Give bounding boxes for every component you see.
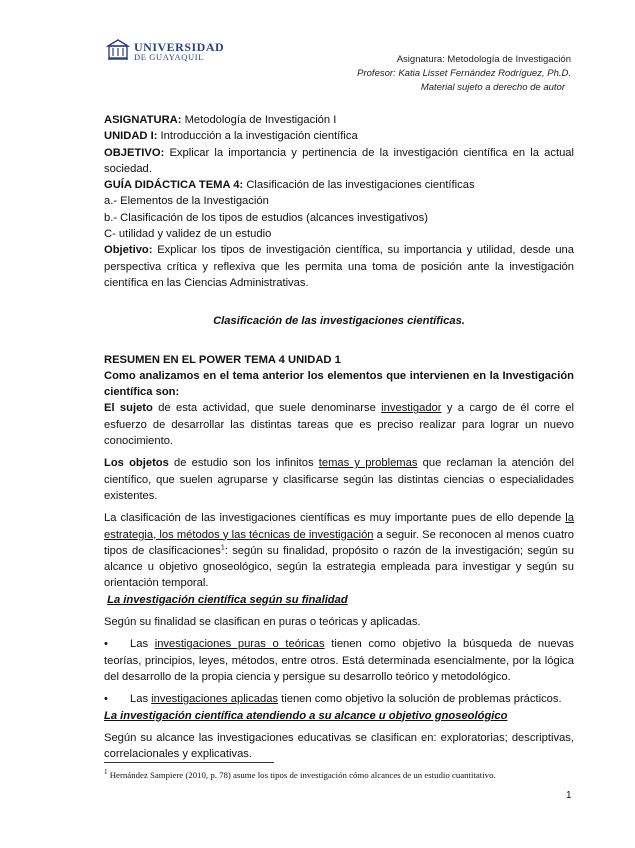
university-logo — [106, 38, 225, 64]
objetos-text-2: que reclaman la atención del científico, que suelen agruparse y clasificarse según las distintas ciencias o especialidades existentes. — [104, 457, 574, 502]
logo-line-2: DE GUAYAQUIL — [134, 52, 204, 62]
guia-label: GUÍA DIDÁCTICA TEMA 4: — [104, 179, 244, 192]
header-subject: Asignatura: Metodología de Investigación — [396, 54, 571, 65]
section-title: Clasificación de las investigaciones científicas. — [213, 315, 465, 328]
asignatura-value: Metodología de Investigación I — [181, 114, 337, 126]
page-number: 1 — [566, 790, 572, 801]
guia-value: Clasificación de las investigaciones científicas — [243, 179, 475, 192]
alcance-heading-text: La investigación científica atendiendo a su alcance u objetivo gnoseológico — [104, 709, 508, 722]
footnote-ref: 1 — [220, 544, 225, 552]
bullet-icon: • — [104, 693, 108, 706]
unidad-line — [104, 128, 574, 144]
finalidad-intro: Según su finalidad se clasifican en puras o teóricas y aplicadas. — [104, 616, 421, 629]
alcance-text: Según su alcance las investigaciones educativas se clasifican en: exploratorias; descriptivas, correlacionales y explicativas. — [104, 731, 574, 761]
clasificacion-link: la estrategia, los métodos y las técnicas de investigación — [104, 512, 574, 541]
asignatura-label: ASIGNATURA: — [104, 114, 182, 126]
unidad-label: UNIDAD I: — [104, 130, 158, 143]
footnote — [104, 770, 496, 780]
intro-question-text: Como analizamos en el tema anterior los elementos que intervienen en la Investigación científica son: — [104, 369, 574, 399]
alcance-heading — [104, 708, 574, 724]
objetivo2-label: Objetivo: — [104, 244, 153, 257]
objetivo2-paragraph — [104, 242, 574, 291]
unidad-value: Introducción a la investigación científica — [157, 130, 358, 143]
header-professor: Profesor: Katia Lisset Fernández Rodríguez, Ph.D. — [357, 68, 571, 79]
logo-line-1: UNIVERSIDAD — [134, 40, 225, 54]
guia-line — [104, 177, 574, 193]
footnote-text: Hernández Sampiere (2010, p. 78) asume los tipos de investigación cómo alcances de un estudio cuantitativo. — [107, 770, 496, 780]
clasificacion-text-2: a seguir. Se reconocen al menos cuatro tipos de clasificaciones — [104, 528, 575, 557]
intro-question — [104, 368, 574, 401]
objetivo-line — [104, 145, 574, 178]
footnote-number: 1 — [104, 768, 108, 777]
clasificacion-paragraph — [104, 510, 574, 591]
objetos-text-1: de estudio son los infinitos — [168, 457, 319, 470]
resumen-title — [104, 352, 574, 368]
item-a: a.- Elementos de la Investigación — [104, 195, 269, 208]
b1-pre: Las — [130, 638, 155, 651]
objetos-link: temas y problemas — [318, 457, 418, 470]
b2-pre: Las — [130, 693, 152, 706]
objetivo-value: Explicar la importancia y pertinencia de la investigación científica en la actual sociedad. — [104, 146, 574, 175]
sujeto-text-2: y a cargo de él corre el esfuerzo de desarrollar las distintas tareas que es preciso realizar para lograr un nuevo conocimiento. — [104, 402, 575, 448]
b2-post: tienen como objetivo la solución de problemas prácticos. — [278, 693, 562, 706]
objetos-label: Los objetos — [104, 457, 169, 470]
bullet-icon: • — [104, 638, 108, 651]
objetivo-label: OBJETIVO: — [104, 146, 165, 159]
sujeto-text-1: de esta actividad, que suele denominarse — [152, 402, 382, 415]
b2-link: investigaciones aplicadas — [151, 693, 279, 706]
asignatura-line — [104, 112, 574, 128]
university-crest-icon — [106, 38, 130, 62]
list-item — [104, 691, 574, 707]
finalidad-heading — [104, 592, 574, 608]
b1-post: tienen como objetivo la búsqueda de nuevas teorías, principios, leyes, métodos, entre otros. Está determinada esencialmente, por la lógica del desarrollo de la propia ciencia y persigue su desarrollo teórico y metodológico. — [104, 638, 574, 683]
clasificacion-text-1: La clasificación de las investigaciones científicas es muy importante pues de ello depende — [104, 512, 566, 525]
sujeto-paragraph — [104, 400, 574, 449]
finalidad-heading-text: La investigación científica según su finalidad — [107, 593, 348, 606]
objetivo2-value: Explicar los tipos de investigación científica, su importancia y utilidad, desde una perspectiva crítica y reflexiva que les permita una toma de posición ante la investigación científica en las Ciencias Administrativas. — [104, 244, 574, 289]
document-body — [104, 112, 574, 762]
footnote-divider — [104, 762, 274, 763]
item-b: b.- Clasificación de los tipos de estudios (alcances investigativos) — [104, 211, 428, 224]
header-copyright: Material sujeto a derecho de autor — [420, 82, 565, 93]
resumen-title-text: RESUMEN EN EL POWER TEMA 4 UNIDAD 1 — [104, 353, 341, 366]
clasificacion-text-3: : según su finalidad, propósito o razón de la investigación; según su alcance u objetivo gnoseológico, según la estrategia empleada para investigar y según su orientación temporal. — [104, 544, 575, 590]
item-c: C- utilidad y validez de un estudio — [104, 228, 272, 241]
sujeto-link: investigador — [381, 402, 442, 415]
b1-link: investigaciones puras o teóricas — [154, 638, 325, 651]
sujeto-label: El sujeto — [104, 402, 153, 415]
objetos-paragraph — [104, 455, 574, 504]
list-item — [104, 636, 574, 685]
